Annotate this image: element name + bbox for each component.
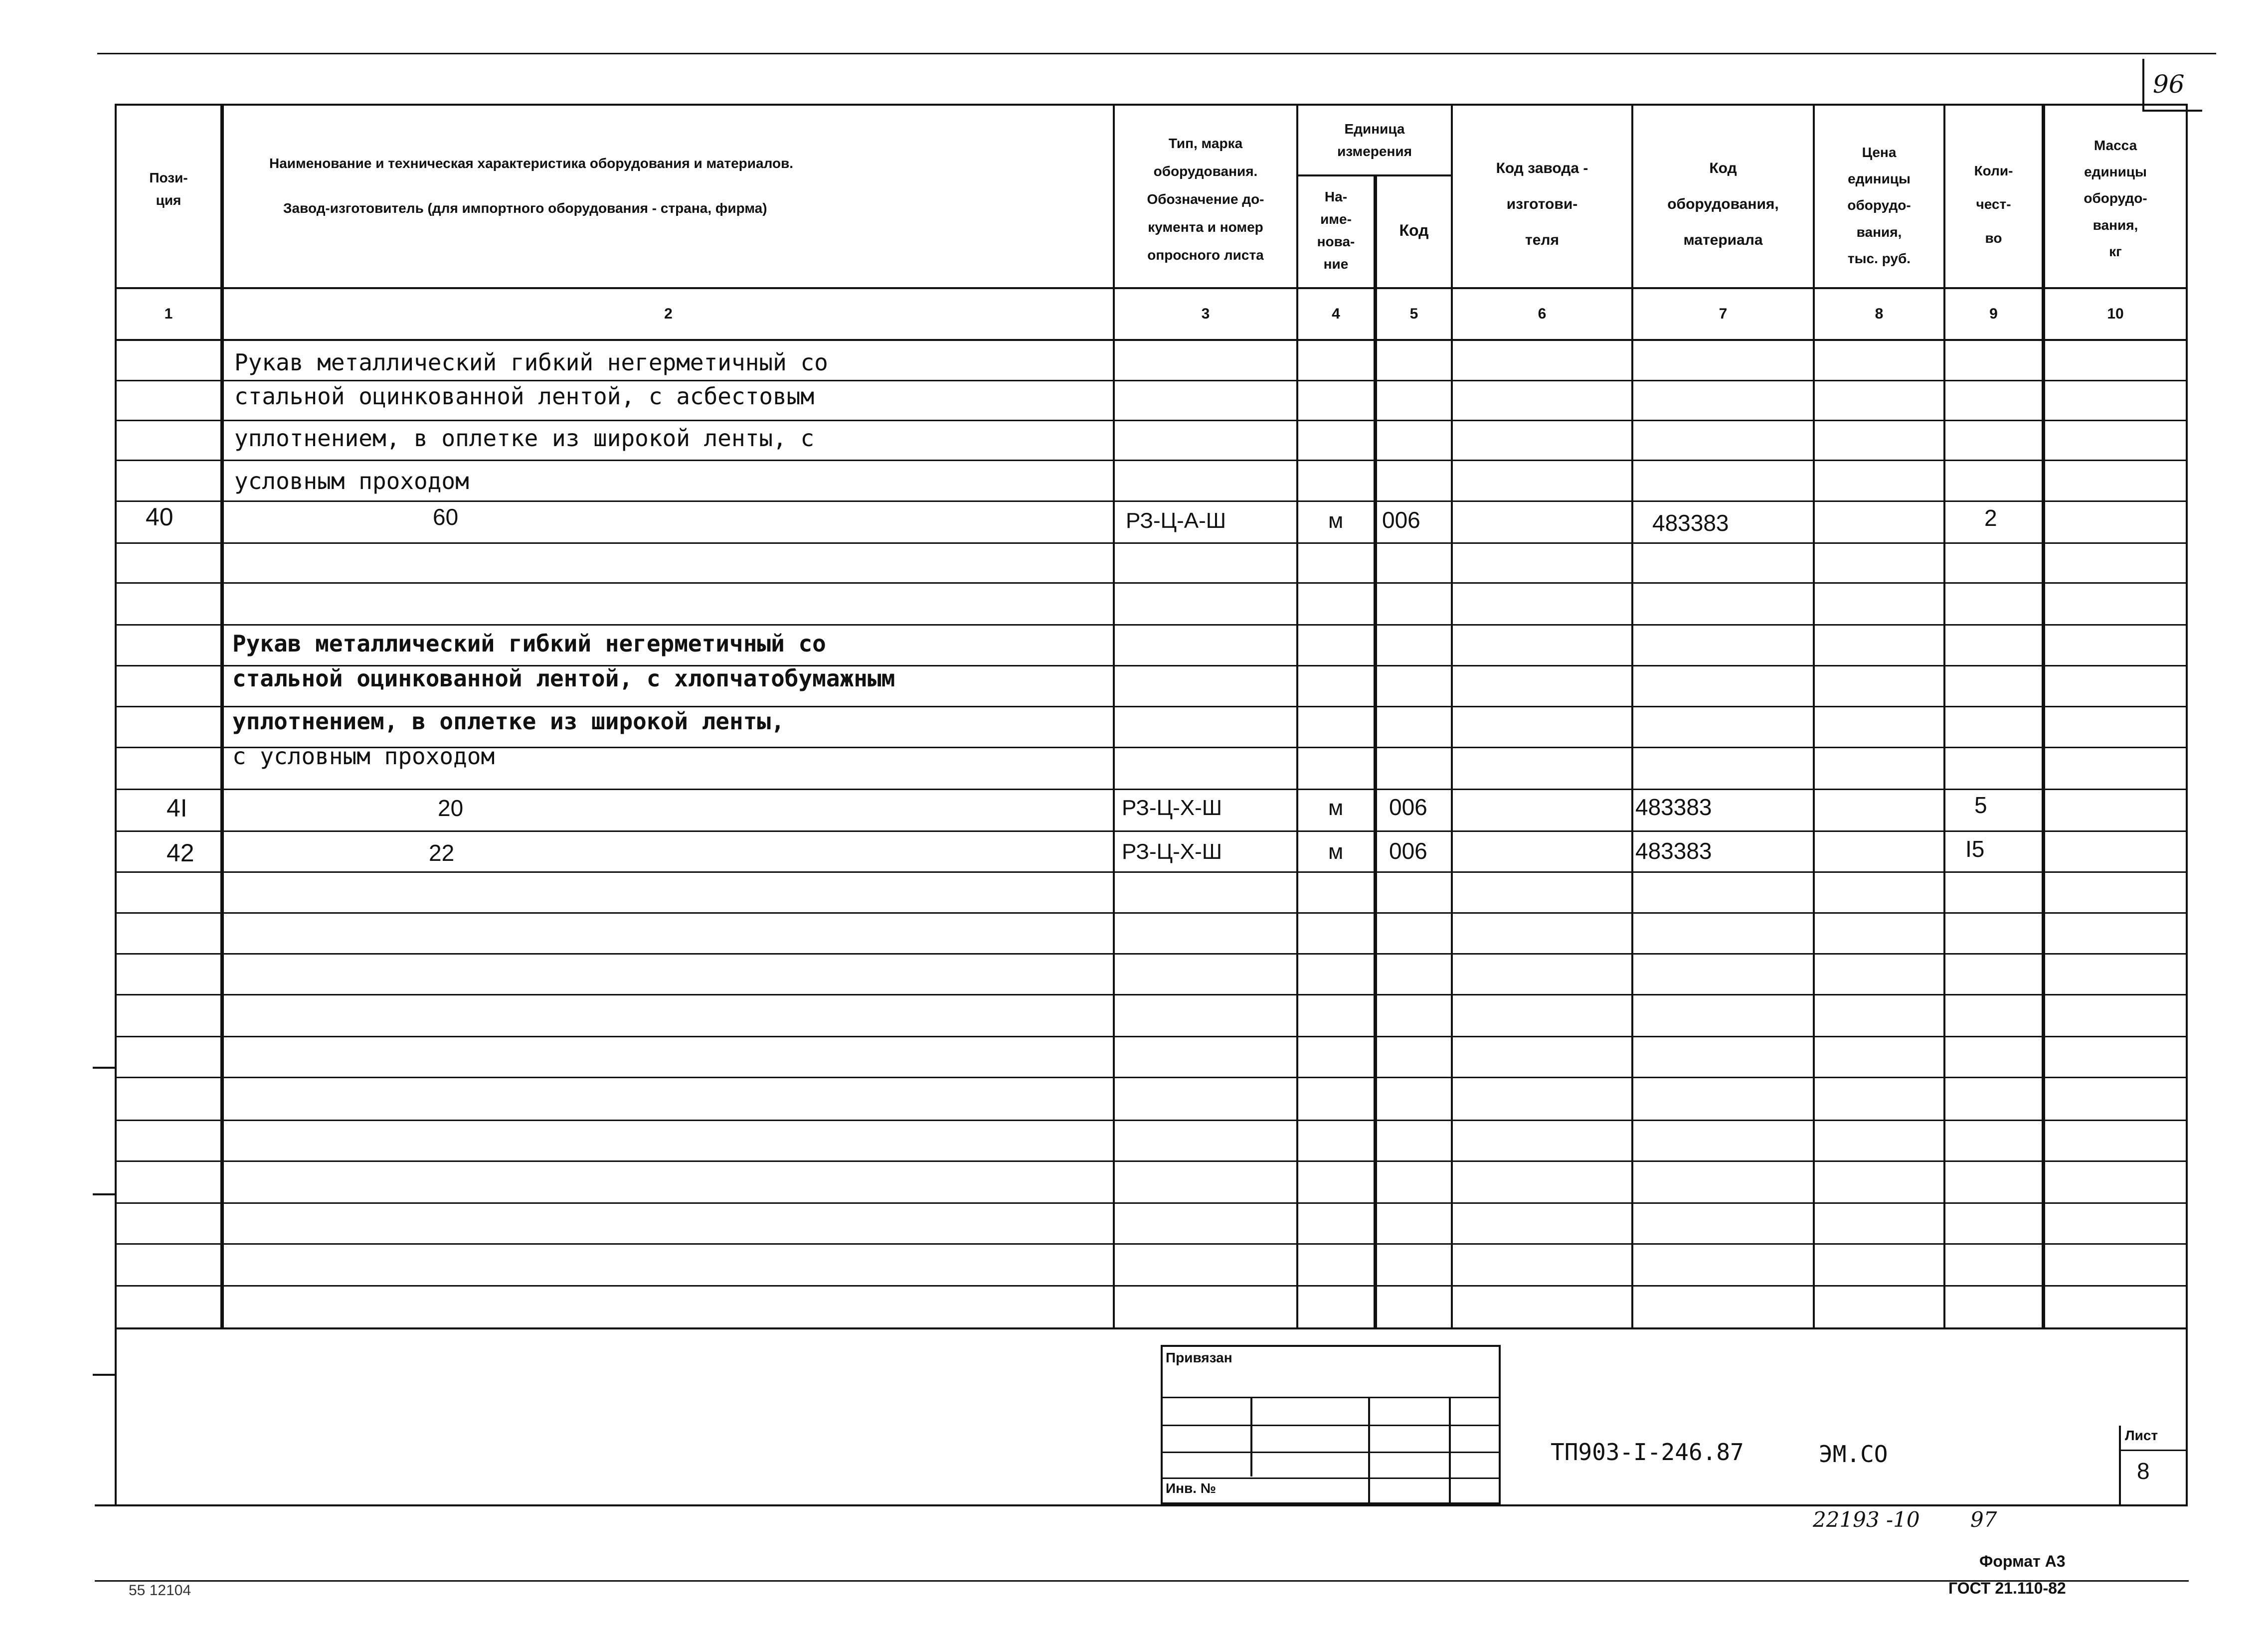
- row-position: 42: [167, 839, 194, 867]
- handwritten-number-right: 97: [1970, 1507, 1997, 1532]
- column-number: 8: [1875, 306, 1884, 322]
- stamp-col: [1449, 1397, 1451, 1504]
- header-type: Тип, марка оборудования. Обозначение до- кумента и номер опросного листа: [1147, 136, 1264, 263]
- header-position: Пози- ция: [149, 170, 188, 208]
- top-rule: [97, 53, 2216, 54]
- col-divider-4: [1374, 174, 1377, 1329]
- description-2-line: Рукав металлический гибкий негерметичный со: [232, 630, 826, 657]
- frame-right: [2186, 104, 2188, 1506]
- frame-bottom: [115, 1504, 2188, 1506]
- row-rule: [115, 830, 2188, 832]
- margin-tick: [93, 1193, 115, 1195]
- col-divider-9: [2042, 104, 2045, 1329]
- standard-label: ГОСТ 21.110-82: [1948, 1579, 2066, 1597]
- description-2-line: стальной оцинкованной лентой, с хлопчатобумажным: [232, 665, 895, 692]
- row-rule: [115, 380, 2188, 381]
- attached-label: Привязан: [1166, 1350, 1232, 1365]
- row-rule: [115, 542, 2188, 544]
- header-plant-code: Код завода - изготови- теля: [1496, 160, 1588, 248]
- row-quantity: 5: [1974, 792, 1987, 818]
- description-1-line: уплотнением, в оплетке из широкой ленты, с: [234, 425, 815, 452]
- sheet-label-rule: [2119, 1450, 2188, 1451]
- row-type: РЗ-Ц-Х-Ш: [1122, 839, 1222, 864]
- header-equipment-code: Код оборудования, материала: [1667, 160, 1779, 248]
- sheet-label: Лист: [2125, 1428, 2158, 1443]
- row-unit-code: 006: [1389, 838, 1427, 864]
- column-number: 2: [664, 306, 673, 322]
- document-mark: ЭМ.СО: [1819, 1441, 1888, 1468]
- row-unit: м: [1328, 839, 1344, 864]
- description-1-line: Рукав металлический гибкий негерметичный со: [234, 349, 828, 376]
- column-number: 4: [1332, 306, 1340, 322]
- frame-bottom-left-extension: [95, 1504, 117, 1506]
- row-rule: [115, 1285, 2188, 1287]
- row-rule: [115, 624, 2188, 626]
- row-rule: [115, 1036, 2188, 1037]
- row-rule: [115, 912, 2188, 914]
- corner-page-number: 96: [2153, 70, 2185, 99]
- format-label: Формат А3: [1979, 1552, 2066, 1570]
- corner-box-bottom: [2142, 110, 2202, 112]
- row-rule: [115, 706, 2188, 707]
- row-equipment-code: 483383: [1652, 510, 1729, 536]
- row-rule: [115, 1077, 2188, 1078]
- col-divider-6: [1631, 104, 1633, 1329]
- header-quantity: Коли- чест- во: [1974, 163, 2013, 246]
- header-name-line2: Завод-изготовитель (для импортного оборудования - страна, фирма): [283, 200, 767, 216]
- col-divider-7: [1813, 104, 1815, 1329]
- row-type: РЗ-Ц-А-Ш: [1126, 508, 1226, 533]
- document-code: ТП903-I-246.87: [1551, 1439, 1744, 1466]
- print-code: 55 12104: [129, 1582, 191, 1599]
- column-number: 6: [1538, 306, 1547, 322]
- column-number: 9: [1989, 306, 1998, 322]
- row-type: РЗ-Ц-Х-Ш: [1122, 796, 1222, 820]
- col-divider-8: [1943, 104, 1945, 1329]
- table-bottom: [115, 1327, 2188, 1329]
- header-unit-name: На- име- нова- ние: [1317, 189, 1355, 272]
- col-divider-2: [1113, 104, 1115, 1329]
- column-number: 5: [1409, 306, 1418, 322]
- row-quantity: 2: [1984, 505, 1997, 531]
- row-rule: [115, 500, 2188, 502]
- row-rule: [115, 582, 2188, 584]
- row-rule: [115, 460, 2188, 461]
- frame-top: [115, 104, 2188, 106]
- header-unit-code: Код: [1399, 221, 1429, 240]
- header-unit-group: Единица измерения: [1337, 121, 1412, 159]
- stamp-col: [1368, 1397, 1370, 1504]
- row-position: 4I: [167, 794, 187, 822]
- header-mass: Масса единицы оборудо- вания, кг: [2084, 138, 2147, 259]
- row-unit-code: 006: [1382, 507, 1420, 533]
- row-rule: [115, 1202, 2188, 1204]
- row-rule: [115, 994, 2188, 995]
- row-rule: [115, 1160, 2188, 1162]
- footer-rule: [95, 1580, 2189, 1582]
- header-unit-price: Цена единицы оборудо- вания, тыс. руб.: [1847, 145, 1911, 266]
- row-position: 40: [146, 503, 174, 531]
- col-divider-3: [1296, 104, 1298, 1329]
- stamp-col: [1250, 1397, 1252, 1476]
- col-divider-1: [220, 104, 224, 1329]
- margin-tick: [93, 1067, 115, 1069]
- row-rule: [115, 871, 2188, 873]
- row-rule: [115, 1120, 2188, 1121]
- colnum-bottom: [115, 339, 2188, 341]
- row-rule: [115, 420, 2188, 421]
- unit-group-divider: [1296, 174, 1452, 176]
- row-unit: м: [1328, 508, 1344, 533]
- header-name-line1: Наименование и техническая характеристика оборудования и материалов.: [269, 156, 794, 171]
- column-number: 10: [2107, 306, 2124, 322]
- description-1-line: стальной оцинкованной лентой, с асбестовым: [234, 383, 815, 410]
- description-2-line: с условным проходом: [232, 743, 495, 770]
- column-number: 1: [164, 306, 173, 322]
- row-equipment-code: 483383: [1635, 838, 1712, 864]
- row-nominal-diameter: 60: [433, 504, 459, 530]
- column-number: 7: [1719, 306, 1728, 322]
- col-divider-5: [1451, 104, 1453, 1329]
- column-number: 3: [1201, 306, 1210, 322]
- inventory-number-label: Инв. №: [1166, 1480, 1217, 1496]
- row-unit: м: [1328, 796, 1344, 820]
- margin-tick: [93, 1374, 115, 1376]
- row-quantity: I5: [1965, 836, 1985, 862]
- sheet-number: 8: [2137, 1458, 2150, 1484]
- handwritten-number-left: 22193 -10: [1813, 1507, 1920, 1532]
- row-unit-code: 006: [1389, 794, 1427, 820]
- row-nominal-diameter: 22: [429, 840, 455, 866]
- description-1-line: условным проходом: [234, 468, 469, 494]
- row-rule: [115, 789, 2188, 790]
- row-rule: [115, 953, 2188, 955]
- row-nominal-diameter: 20: [438, 795, 464, 821]
- row-rule: [115, 1243, 2188, 1245]
- row-equipment-code: 483383: [1635, 794, 1712, 820]
- description-2-line: уплотнением, в оплетке из широкой ленты,: [232, 708, 785, 735]
